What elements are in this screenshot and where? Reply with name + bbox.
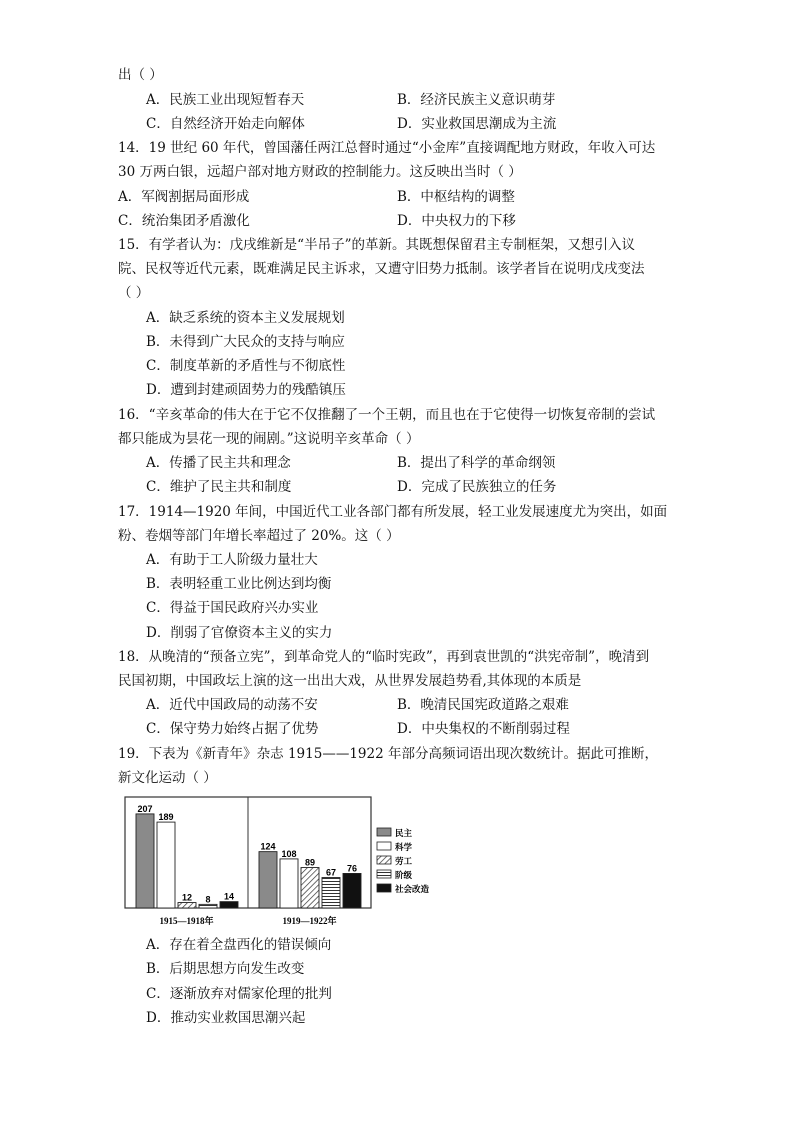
value-label: 76 bbox=[346, 863, 358, 874]
legend-label: 阶级 bbox=[395, 870, 413, 880]
value-label: 108 bbox=[281, 848, 297, 859]
bar-科学-0 bbox=[157, 822, 175, 908]
q17-option-b[interactable]: B．表明轻重工业比例达到均衡 bbox=[146, 576, 332, 592]
q19-option-d[interactable]: D．推动实业救国思潮兴起 bbox=[146, 1010, 306, 1026]
value-label: 12 bbox=[181, 892, 193, 903]
legend-swatch bbox=[377, 884, 391, 892]
q17-stem-1: 17．1914—1920 年间，中国近代工业各部门都有所发展，轻工业发展速度尤为突出，如面 bbox=[118, 504, 668, 520]
q13-option-d[interactable]: D．实业救国思潮成为主流 bbox=[397, 116, 557, 132]
q16-option-c[interactable]: C．维护了民主共和制度 bbox=[146, 479, 292, 495]
q14-option-b[interactable]: B．中枢结构的调整 bbox=[397, 189, 515, 205]
legend-label: 民主 bbox=[395, 828, 413, 838]
bar-民主-1 bbox=[259, 852, 277, 908]
value-label: 67 bbox=[325, 867, 337, 878]
q15-stem-1: 15．有学者认为：戊戌维新是“半吊子”的革新。其既想保留君主专制框架，又想引入议 bbox=[118, 237, 635, 253]
bar-社会改造-1 bbox=[343, 873, 361, 908]
q14-option-d[interactable]: D．中央权力的下移 bbox=[397, 213, 516, 229]
q19-stem-1: 19．下表为《新青年》杂志 1915——1922 年部分高频词语出现次数统计。据此可推断， bbox=[118, 746, 658, 762]
q17-option-c[interactable]: C．得益于国民政府兴办实业 bbox=[146, 600, 319, 616]
bar-chart bbox=[124, 796, 444, 928]
value-label: 124 bbox=[260, 841, 276, 852]
value-label: 89 bbox=[304, 857, 316, 868]
q19-chart bbox=[124, 796, 444, 932]
q19-option-a[interactable]: A．存在着全盘西化的错误倾向 bbox=[146, 937, 332, 953]
q18-stem-2: 民国初期，中国政坛上演的这一出出大戏，从世界发展趋势看,其体现的本质是 bbox=[118, 673, 582, 689]
q15-option-d[interactable]: D．遭到封建顽固势力的残酷镇压 bbox=[146, 382, 346, 398]
value-label: 14 bbox=[223, 891, 235, 902]
bar-阶级-1 bbox=[322, 878, 340, 908]
q17-stem-2: 粉、卷烟等部门年增长率超过了 20%。这（ ） bbox=[118, 528, 400, 544]
legend-swatch bbox=[377, 842, 391, 850]
bar-民主-0 bbox=[136, 814, 154, 908]
q13-option-a[interactable]: A．民族工业出现短暂春天 bbox=[146, 92, 305, 108]
legend-swatch bbox=[377, 828, 391, 836]
q16-stem-1: 16．“辛亥革命的伟大在于它不仅推翻了一个王朝，而且也在于它使得一切恢复帝制的尝试 bbox=[118, 407, 656, 423]
q15-stem-2: 院、民权等近代元素，既难满足民主诉求，又遭守旧势力抵制。该学者旨在说明戊戌变法 bbox=[118, 261, 645, 277]
bar-劳工-1 bbox=[301, 868, 319, 908]
q14-option-c[interactable]: C．统治集团矛盾激化 bbox=[118, 213, 250, 229]
q19-option-c[interactable]: C．逐渐放弃对儒家伦理的批判 bbox=[146, 986, 332, 1002]
q14-stem-2: 30 万两白银，远超户部对地方财政的控制能力。这反映出当时（ ） bbox=[118, 164, 522, 180]
bar-劳工-0 bbox=[178, 903, 196, 908]
bar-阶级-0 bbox=[199, 904, 217, 908]
q15-option-a[interactable]: A．缺乏系统的资本主义发展规划 bbox=[146, 310, 345, 326]
value-label: 8 bbox=[205, 894, 211, 905]
q15-stem-3: （ ） bbox=[118, 285, 150, 301]
category-label: 1919—1922年 bbox=[282, 916, 337, 926]
q17-option-a[interactable]: A．有助于工人阶级力量壮大 bbox=[146, 552, 318, 568]
bar-科学-1 bbox=[280, 859, 298, 908]
q13-tail: 出（ ） bbox=[118, 67, 163, 83]
q13-option-b[interactable]: B．经济民族主义意识萌芽 bbox=[397, 92, 556, 108]
q16-option-a[interactable]: A．传播了民主共和理念 bbox=[146, 455, 291, 471]
q18-option-c[interactable]: C．保守势力始终占据了优势 bbox=[146, 721, 319, 737]
q18-option-a[interactable]: A．近代中国政局的动荡不安 bbox=[146, 697, 318, 713]
q17-option-d[interactable]: D．削弱了官僚资本主义的实力 bbox=[146, 625, 333, 641]
legend-label: 社会改造 bbox=[395, 884, 430, 894]
q19-option-b[interactable]: B．后期思想方向发生改变 bbox=[146, 961, 305, 977]
q19-stem-2: 新文化运动（ ） bbox=[118, 770, 217, 786]
legend-label: 科学 bbox=[395, 842, 413, 852]
legend-label: 劳工 bbox=[395, 856, 413, 866]
q18-stem-1: 18．从晚清的“预备立宪”，到革命党人的“临时宪政”，再到袁世凯的“洪宪帝制”，晚清到 bbox=[118, 649, 650, 665]
q16-stem-2: 都只能成为昙花一现的闹剧。”这说明辛亥革命（ ） bbox=[118, 431, 420, 447]
q18-option-d[interactable]: D．中央集权的不断削弱过程 bbox=[397, 721, 570, 737]
q16-option-b[interactable]: B．提出了科学的革命纲领 bbox=[397, 455, 556, 471]
value-label: 207 bbox=[137, 803, 153, 814]
value-label: 189 bbox=[158, 812, 174, 823]
q15-option-c[interactable]: C．制度革新的矛盾性与不彻底性 bbox=[146, 358, 346, 374]
q16-option-d[interactable]: D．完成了民族独立的任务 bbox=[397, 479, 557, 495]
category-label: 1915—1918年 bbox=[159, 916, 214, 926]
bar-社会改造-0 bbox=[220, 902, 238, 908]
q13-option-c[interactable]: C．自然经济开始走向解体 bbox=[146, 116, 305, 132]
q14-option-a[interactable]: A．军阀割据局面形成 bbox=[118, 189, 250, 205]
q18-option-b[interactable]: B．晚清民国宪政道路之艰难 bbox=[397, 697, 569, 713]
legend-swatch bbox=[377, 856, 391, 864]
q15-option-b[interactable]: B．未得到广大民众的支持与响应 bbox=[146, 334, 345, 350]
q14-stem-1: 14．19 世纪 60 年代，曾国藩任两江总督时通过“小金库”直接调配地方财政，年收入可达 bbox=[118, 140, 656, 156]
legend-swatch bbox=[377, 870, 391, 878]
